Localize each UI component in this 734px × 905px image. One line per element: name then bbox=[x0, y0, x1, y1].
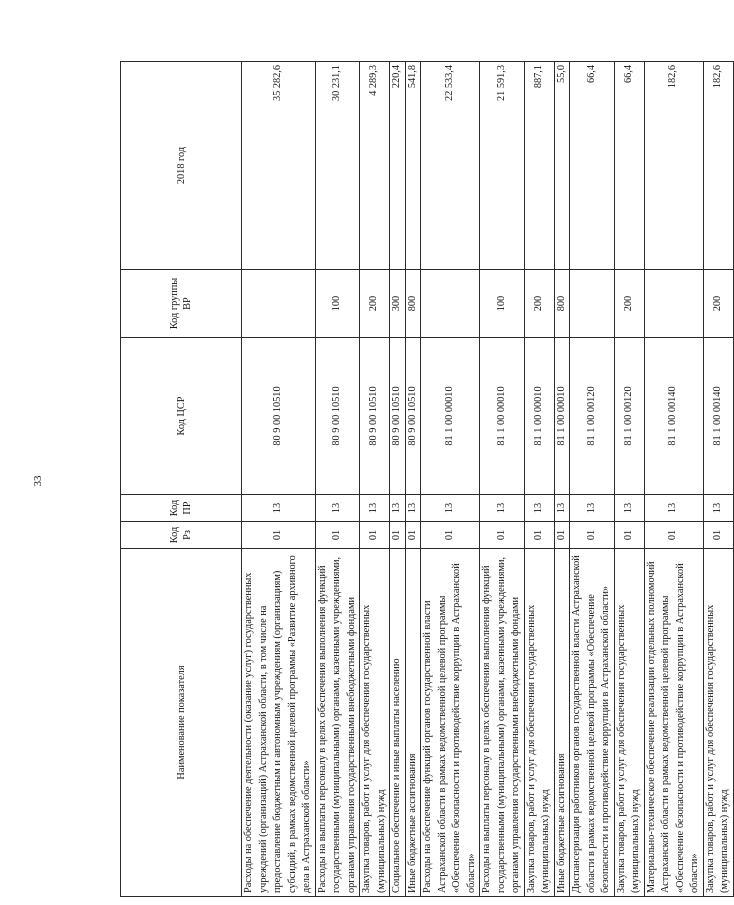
cell-rz: 01 bbox=[390, 522, 406, 549]
table-row bbox=[390, 62, 406, 897]
cell-vr: 300 bbox=[390, 270, 406, 338]
table-row bbox=[703, 62, 733, 897]
cell-name: Закупка товаров, работ и услуг для обеспечения государственных (муниципальных) нужд bbox=[524, 549, 554, 897]
cell-pr: 13 bbox=[242, 495, 316, 522]
cell-amount: 21 591,3 bbox=[480, 62, 525, 270]
cell-amount: 35 282,6 bbox=[242, 62, 316, 270]
cell-vr: 100 bbox=[480, 270, 525, 338]
cell-vr bbox=[242, 270, 316, 338]
cell-vr bbox=[570, 270, 615, 338]
cell-amount: 66,4 bbox=[570, 62, 615, 270]
budget-table bbox=[120, 61, 734, 897]
cell-pr: 13 bbox=[390, 495, 406, 522]
cell-vr: 200 bbox=[703, 270, 733, 338]
cell-name: Расходы на обеспечение функций органов государственной власти Астраханской области в рамках ведомственной целевой программы «Обеспечение безопасности и противодействие коррупции в Астраханской области» bbox=[421, 549, 480, 897]
cell-pr: 13 bbox=[480, 495, 525, 522]
header-vr: Код группы ВР bbox=[121, 270, 242, 338]
header-pr: Код ПР bbox=[121, 495, 242, 522]
cell-rz: 01 bbox=[421, 522, 480, 549]
header-name: Наименование показателя bbox=[121, 549, 242, 897]
cell-csr: 80 9 00 10510 bbox=[360, 338, 390, 495]
header-year: 2018 год bbox=[121, 62, 242, 270]
cell-csr: 81 1 00 00010 bbox=[524, 338, 554, 495]
table-body bbox=[242, 62, 734, 897]
cell-name: Закупка товаров, работ и услуг для обеспечения государственных (муниципальных) нужд bbox=[703, 549, 733, 897]
header-rz: Код Рз bbox=[121, 522, 242, 549]
cell-name: Социальное обеспечение и иные выплаты населению bbox=[390, 549, 406, 897]
cell-amount: 541,8 bbox=[405, 62, 421, 270]
cell-amount: 66,4 bbox=[614, 62, 644, 270]
cell-name: Материально-техническое обеспечение реализации отдельных полномочий Астраханской области в рамках ведомственной целевой программы «Обеспечение безопасности и противодействие коррупции в Астраханской области» bbox=[644, 549, 703, 897]
cell-name: Диспансеризация работников органов государственной власти Астраханской области в рамках ведомственной целевой программы «Обеспечение безопасности и противодействие коррупции в Астраханской области» bbox=[570, 549, 615, 897]
cell-rz: 01 bbox=[360, 522, 390, 549]
cell-pr: 13 bbox=[315, 495, 360, 522]
header-csr: Код ЦСР bbox=[121, 338, 242, 495]
cell-csr: 81 1 00 00120 bbox=[570, 338, 615, 495]
cell-vr: 800 bbox=[554, 270, 570, 338]
table-row bbox=[315, 62, 360, 897]
rotated-sheet bbox=[120, 62, 730, 897]
cell-vr: 200 bbox=[360, 270, 390, 338]
cell-name: Иные бюджетные ассигнования bbox=[554, 549, 570, 897]
cell-csr: 80 9 00 10510 bbox=[390, 338, 406, 495]
cell-name: Иные бюджетные ассигнования bbox=[405, 549, 421, 897]
table-row bbox=[644, 62, 703, 897]
table-header bbox=[121, 62, 242, 897]
cell-amount: 887,1 bbox=[524, 62, 554, 270]
cell-pr: 13 bbox=[703, 495, 733, 522]
cell-rz: 01 bbox=[480, 522, 525, 549]
table-row bbox=[242, 62, 316, 897]
cell-rz: 01 bbox=[315, 522, 360, 549]
cell-rz: 01 bbox=[570, 522, 615, 549]
cell-vr: 200 bbox=[614, 270, 644, 338]
cell-csr: 80 9 00 10510 bbox=[405, 338, 421, 495]
cell-pr: 13 bbox=[524, 495, 554, 522]
cell-rz: 01 bbox=[242, 522, 316, 549]
cell-pr: 13 bbox=[614, 495, 644, 522]
cell-csr: 81 1 00 00010 bbox=[554, 338, 570, 495]
cell-vr bbox=[644, 270, 703, 338]
table-row bbox=[480, 62, 525, 897]
cell-csr: 80 9 00 10510 bbox=[315, 338, 360, 495]
cell-name: Расходы на обеспечение деятельности (оказание услуг) государственных учреждений (организаций) Астраханской области, в том числе на предоставление бюджетным и автономным учреждениям (организациям) субсидий, в рамках ведомственной целевой программы «Развитие архивного дела в Астраханской области» bbox=[242, 549, 316, 897]
cell-rz: 01 bbox=[703, 522, 733, 549]
cell-csr: 81 1 00 00140 bbox=[644, 338, 703, 495]
table-row bbox=[554, 62, 570, 897]
cell-csr: 81 1 00 00010 bbox=[480, 338, 525, 495]
cell-name: Закупка товаров, работ и услуг для обеспечения государственных (муниципальных) нужд bbox=[614, 549, 644, 897]
page-number: 33 bbox=[32, 475, 44, 487]
cell-csr: 80 9 00 10510 bbox=[242, 338, 316, 495]
cell-name: Расходы на выплаты персоналу в целях обеспечения выполнения функций государственными (муниципальными) органами, казенными учреждениями, органами управления государственными внебюджетными фондами bbox=[480, 549, 525, 897]
cell-amount: 55,0 bbox=[554, 62, 570, 270]
cell-csr: 81 1 00 00010 bbox=[421, 338, 480, 495]
cell-rz: 01 bbox=[524, 522, 554, 549]
cell-pr: 13 bbox=[360, 495, 390, 522]
cell-vr bbox=[421, 270, 480, 338]
table-row bbox=[421, 62, 480, 897]
table-row bbox=[570, 62, 615, 897]
cell-pr: 13 bbox=[644, 495, 703, 522]
cell-csr: 81 1 00 00120 bbox=[614, 338, 644, 495]
cell-pr: 13 bbox=[570, 495, 615, 522]
cell-rz: 01 bbox=[614, 522, 644, 549]
cell-vr: 200 bbox=[524, 270, 554, 338]
table-row bbox=[405, 62, 421, 897]
cell-rz: 01 bbox=[554, 522, 570, 549]
cell-name: Закупка товаров, работ и услуг для обеспечения государственных (муниципальных) нужд bbox=[360, 549, 390, 897]
table-row bbox=[524, 62, 554, 897]
cell-vr: 100 bbox=[315, 270, 360, 338]
table-row bbox=[360, 62, 390, 897]
cell-name: Расходы на выплаты персоналу в целях обеспечения выполнения функций государственными (муниципальными) органами, казенными учреждениями, органами управления государственными внебюджетными фондами bbox=[315, 549, 360, 897]
table-row bbox=[614, 62, 644, 897]
cell-amount: 182,6 bbox=[644, 62, 703, 270]
cell-pr: 13 bbox=[405, 495, 421, 522]
cell-amount: 30 231,1 bbox=[315, 62, 360, 270]
cell-amount: 182,6 bbox=[703, 62, 733, 270]
cell-rz: 01 bbox=[644, 522, 703, 549]
cell-csr: 81 1 00 00140 bbox=[703, 338, 733, 495]
cell-amount: 220,4 bbox=[390, 62, 406, 270]
cell-vr: 800 bbox=[405, 270, 421, 338]
cell-amount: 22 533,4 bbox=[421, 62, 480, 270]
cell-rz: 01 bbox=[405, 522, 421, 549]
cell-pr: 13 bbox=[421, 495, 480, 522]
cell-pr: 13 bbox=[554, 495, 570, 522]
cell-amount: 4 289,3 bbox=[360, 62, 390, 270]
